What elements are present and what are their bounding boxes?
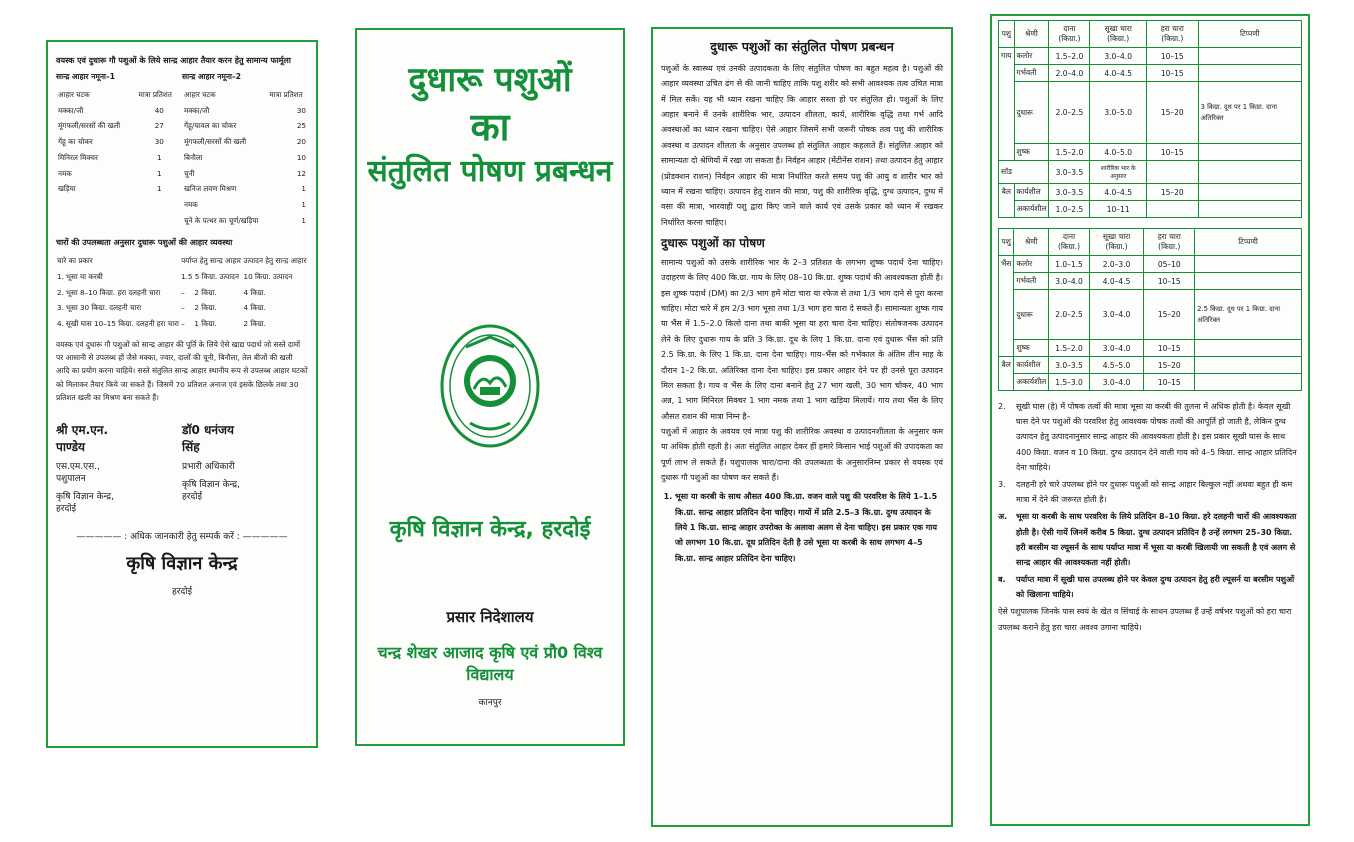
table-row xyxy=(182,213,308,229)
cell-dry: 3.0–4.0 xyxy=(1090,48,1147,65)
cell-type: भूसा 30 किग्रा. दलहनी चारा xyxy=(65,303,142,313)
cell-grain: 1.0–2.5 xyxy=(1049,201,1090,218)
cell-grain: 1.0–1.5 xyxy=(1049,256,1089,273)
fodder-table xyxy=(56,253,308,332)
cell-pct: 1 xyxy=(156,168,162,178)
cell-maintain: – xyxy=(181,303,185,313)
cell-category: शुष्क xyxy=(1014,340,1049,357)
table-row xyxy=(999,161,1302,184)
col-green: हरा चारा (किग्रा.) xyxy=(1146,21,1198,48)
col-category: श्रेणी xyxy=(1014,229,1049,256)
cell-dry: 4.0–4.5 xyxy=(1090,65,1147,82)
cell-green: 15–20 xyxy=(1146,82,1198,144)
cell-pct: 25 xyxy=(296,121,306,131)
cell-dry: 4.5–5.0 xyxy=(1089,357,1144,374)
cell-name: मूंगफली/सरसों की खली xyxy=(184,137,247,147)
col-ingredient: आहार घटक xyxy=(184,89,216,99)
kvk-city: हरदोई xyxy=(172,586,192,597)
contact-2-role: प्रभारी अधिकारी xyxy=(182,461,235,472)
cell-green xyxy=(1146,161,1198,184)
cell-pct: 1 xyxy=(301,215,306,225)
table-row xyxy=(56,134,182,150)
cell-produce: 2 किग्रा. xyxy=(243,319,266,329)
cell-num: 4. xyxy=(57,319,64,329)
cell-dry: 3.0–4.0 xyxy=(1089,290,1144,340)
col-category: श्रेणी xyxy=(1014,21,1049,48)
cell-grain: 1.5–2.0 xyxy=(1049,48,1090,65)
cell-name: गेंहू का चोकर xyxy=(58,137,93,147)
note-text: भूसा या करबी के साथ परवरिश के लिये प्रतिदिन 8–10 किग्रा. हरे दलहनी चारों की आवश्यकता होती है। ऐसी गायें जिनमें करीब 5 किग्रा. दुग्ध उत्पादन प्रतिदिन है उन्हें लगभग 25–30 किग्रा. हरी बरसीम या ल्यूसर्न के साथ पर्याप्त मात्रा में भूसा या करबी खिलायी जा सकती है एवं अलग से सान्द्र आहार की आवश्यकता नहीं होती। xyxy=(1016,512,1297,567)
cell-name: खड़िया xyxy=(58,184,76,194)
table-row xyxy=(999,82,1302,144)
cell-maintain: 1.5 5 किग्रा. उत्पादन xyxy=(181,271,239,281)
cell-green: 10–15 xyxy=(1144,340,1195,357)
cover-title-line3: संतुलित पोषण प्रबन्धन xyxy=(367,154,613,190)
cell-category: कलोर xyxy=(1014,256,1049,273)
cell-green: 10–15 xyxy=(1144,273,1195,290)
col-note: टिप्पणी xyxy=(1198,21,1301,48)
cell-grain: 2.0–2.5 xyxy=(1049,290,1089,340)
cell-green: 10–15 xyxy=(1144,374,1195,391)
formula-paragraph: वयस्क एवं दुधारू गौ पशुओं को सान्द्र आहार की पूर्ति के लिये ऐसे खाद्य पदार्थ जो सस्ते दामों पर आसानी से उपलब्ध हों जैसे मक्का, ज्वार, दालों की चूनी, बिनौला, तेल बीजों की खली आदि का प्रयोग करना चाहिये। सस्ते संतुलित सान्द्र आहार स्थानीय रूप से उपलब्ध आहार घटकों को मिलाकर तैयार किये जा सकते हैं। जिसमें 70 प्रतिशत अनाज एवं इसके छिलके तथा 30 प्रतिशत खली का मिश्रण बना सकते हैं। xyxy=(56,339,308,403)
cell-note xyxy=(1198,144,1301,161)
cell-note xyxy=(1198,48,1301,65)
table-header xyxy=(56,253,308,269)
cell-animal: बैल xyxy=(999,184,1015,218)
fodder-col-type: चारे का प्रकार xyxy=(57,256,93,266)
cell-green xyxy=(1146,201,1198,218)
table-header xyxy=(56,87,182,103)
col-dry: सूखा चारा (किग्रा.) xyxy=(1089,229,1144,256)
col-note: टिप्पणी xyxy=(1195,229,1302,256)
fodder-title: चारों की उपलब्धता अनुसार दुधारू पशुओं की आहार व्यवस्था xyxy=(56,238,233,248)
table-row xyxy=(56,316,308,332)
sample1-table-wrap xyxy=(56,87,182,228)
cell-mid: 1 किग्रा. xyxy=(194,319,217,329)
nutrition-paragraph-2: सामान्य पशुओं को उसके शारीरिक भार के 2–3 प्रतिशत के लगभग शुष्क पदार्थ देना चाहिए। उदाहरण के लिए 400 कि.ग्रा. गाय के लिए 08–10 कि.ग्रा. शुष्क पदार्थ की आवश्यकता होती है। इस शुष्क पदार्थ (DM) का 2/3 भाग हमें मोटा चारा या रफेज से तथा 1/3 भाग दाने से पूरा करना चाहिए। मोटा चारे में हम 2/3 भाग भूसा तथा 1/3 भाग हरा चारा दे सकते हैं। सामान्यतः शुष्क गाय या भैंस में 1.5–2.0 किलो दाना तथा बाकी भूसा या हरा चारा देना चाहिए। संतोषजनक उत्पादन लेने के लिए दुधारू गाय के प्रति 3 कि.ग्रा. दूध के लिए 1 कि.ग्रा. दाना एवं दुधारू भैंस को प्रति 2.5 कि.ग्रा. के लिए 1 कि.ग्रा. दाना देना चाहिए। गाय–भैंस को गर्भकाल के अंतिम तीन माह के दौरान 1–2 कि.ग्रा. अतिरिक्त दाना देना चाहिए। इस प्रकार आहार देने पर ही उनसे पूरा उत्पादन मिल सकता है। गाय व भैंस के लिए दाना बनाने हेतु 27 भाग खली, 30 भाग चोकर, 40 भाग अन्न, 1 भाग मिनिरल मिक्चर 1 भाग नमक तथा 1 भाग खड़िया मिलायें। गाय तथा भैंस के लिए औसत राशन की मात्रा निम्न है– xyxy=(661,257,943,421)
cover-university: चन्द्र शेखर आजाद कृषि एवं प्रौ0 विश्व विद्यालय xyxy=(377,643,603,685)
formula-title: वयस्क एवं दुधारू गौ पशुओं के लिये सान्द्र आहार तैयार करन हेतु सामान्य फार्मूला xyxy=(56,56,291,65)
cell-name: गेंहू/चावल का चोकर xyxy=(184,121,237,131)
note-number: ब. xyxy=(998,575,1006,585)
note-item xyxy=(998,509,1302,570)
cell-name: नमक xyxy=(58,168,72,178)
contact-1-name: श्री एम.एन. पाण्डेय xyxy=(56,423,109,454)
table-row xyxy=(182,150,308,166)
note-item xyxy=(998,477,1302,507)
col-grain: दाना (किग्रा.) xyxy=(1049,229,1089,256)
cell-name: मिनिरल मिक्चर xyxy=(58,152,98,162)
nutrition-paragraph-1: पशुओं के स्वास्थ्य एवं उनकी उत्पादकता के लिए संतुलित पोषण का बहुत महत्व है। पशुओं की आहार व्यवस्था उचित ढंग से की जानी चाहिए ताकि पशु शरीर को सभी आवश्यक तत्व उचित मात्रा में मिल सकें। यह भी ध्यान रखना चाहिए कि आहार सस्ता हो पर संतुलित हो। पशुओं के लिए आहार बनाने में उनके शारीरिक भार, उत्पादन शीलता, कार्य, शारीरिक वृद्धि तथा गर्भ आदि अवस्थाओं का ध्यान रखना चाहिए। ऐसे आहार जिसमें सभी जरूरी पोषक तत्व पशु की शारीरिक अवस्था व उत्पादन शीलता के अनुसार उपलब्ध हो संतुलित आहार कहलाते हैं। संतुलित आहार को सामान्यतः दो श्रेणियों में रखा जा सकता है। निर्वहन आहार (मेंटीनेंस राशन) तथा उत्पादन हेतु आहार (प्रोडक्शन राशन) निर्वहन आहार की मात्रा निर्धारित करते समय पशु की आयु व शारीर भार को ध्यान में रखना चाहिए। उत्पादन हेतु राशन की मात्रा, पशु की शारीरिक वृद्धि, दुग्ध उत्पादन, दुग्ध में वसा की मात्रा, भारवाही पशु द्वारा किए जाने वाले कार्य एवं उसके प्रकार को ध्यान में रखकर निर्धारित करना चाहिए। xyxy=(661,64,943,227)
note-text: पर्याप्त मात्रा में सूखी घास उपलब्ध होने पर केवल दुग्ध उत्पादन हेतु हरी ल्यूसर्न या बरसीम पशुओं को खिलाना चाहिये। xyxy=(1016,575,1295,600)
contact-1-role: एस.एम.एस., पशुपालन xyxy=(56,461,100,484)
cell-pct: 1 xyxy=(156,184,162,194)
table-row xyxy=(999,201,1302,218)
cell-grain: 3.0–3.5 xyxy=(1049,357,1089,374)
cell-green: 10–15 xyxy=(1146,144,1198,161)
table-row xyxy=(56,285,308,301)
note-text: दलहनी हरे चारे उपलब्ध होने पर दुधारू पशुओं को सान्द्र आहार बिल्कुल नहीं अथवा बहुत ही कम मात्रा में देने की जरूरत होती है। xyxy=(1016,479,1293,505)
cell-pct: 1 xyxy=(156,152,162,162)
cell-note xyxy=(1195,357,1302,374)
table-row xyxy=(999,48,1302,65)
cell-animal: भैंस xyxy=(999,256,1014,357)
cell-green: 10–15 xyxy=(1146,48,1198,65)
cell-name: बिनौला xyxy=(184,152,203,162)
cell-green: 15–20 xyxy=(1144,290,1195,340)
cell-pct: 20 xyxy=(296,137,306,147)
col-percent: मात्रा प्रतिशत xyxy=(138,89,172,99)
sample-tables xyxy=(56,87,308,228)
fodder-col-maintain: पर्याप्त हेतु सान्द्र आहार xyxy=(181,256,241,266)
contact-2 xyxy=(182,422,308,515)
col-grain: दाना (किग्रा.) xyxy=(1049,21,1090,48)
cell-note xyxy=(1195,256,1302,273)
cell-green: 05–10 xyxy=(1144,256,1195,273)
panel-ration-table xyxy=(990,14,1310,826)
table-row xyxy=(999,340,1302,357)
cell-grain: 3.0–4.0 xyxy=(1049,273,1089,290)
note-item xyxy=(998,604,1302,634)
table-row xyxy=(999,65,1302,82)
col-animal: पशु xyxy=(999,21,1015,48)
cell-green: 15–20 xyxy=(1144,357,1195,374)
contact-1-org: कृषि विज्ञान केन्द्र, हरदोई xyxy=(56,492,114,515)
table-row xyxy=(182,103,308,119)
cell-pct: 30 xyxy=(154,137,164,147)
cell-animal: बैल xyxy=(999,357,1014,391)
cover-title-line2: का xyxy=(470,104,510,149)
nutrition-subheading: दुधारू पशुओं का पोषण xyxy=(661,235,765,250)
cell-produce: 4 किग्रा. xyxy=(243,287,266,297)
table-row xyxy=(182,118,308,134)
table-row xyxy=(182,166,308,182)
cell-category: दुधारू xyxy=(1014,82,1049,144)
cell-dry: 4.0–4.5 xyxy=(1090,184,1147,201)
cell-num: 2. xyxy=(57,287,64,297)
cell-dry: 3.0–5.0 xyxy=(1090,82,1147,144)
cell-note xyxy=(1198,184,1301,201)
cell-type: भूसा या करबी xyxy=(65,271,103,281)
table-row xyxy=(182,181,308,197)
col-dry: सूखा चारा (किग्रा.) xyxy=(1090,21,1147,48)
cell-name: मूंगफली/सरसों की खली xyxy=(58,121,121,131)
contacts xyxy=(56,422,308,515)
table-row xyxy=(56,269,308,285)
cell-pct: 27 xyxy=(154,121,164,131)
sample1-label: सान्द्र आहार नमूना–1 xyxy=(56,71,115,81)
table-row xyxy=(999,184,1302,201)
cell-grain: 2.0–2.5 xyxy=(1049,82,1090,144)
cell-note xyxy=(1198,201,1301,218)
cell-category: गर्भवती xyxy=(1014,273,1049,290)
table-row xyxy=(56,150,182,166)
cell-category: दुधारू xyxy=(1014,290,1049,340)
cell-note: 2.5 किग्रा. दूध पर 1 किग्रा. दाना अतिरिक्त xyxy=(1195,290,1302,340)
list-item: 1. भूसा या करबी के साथ औसत 400 कि.ग्रा. वजन वाले पशु की परवरिश के लिये 1–1.5 कि.ग्रा. सान्द्र आहार प्रतिदिन देना चाहिए। गायों में प्रति 2.5–3 कि.ग्रा. दुग्ध उत्पादन के लिये 1 कि.ग्रा. सान्द्र आहार उपरोक्त के अलावा अलग से देना चाहिए। इस प्रकार एक गाय जो लगभग 10 कि.ग्रा. दूध प्रतिदिन देती है उसे भूसा या करबी के साथ लगभग 4–5 कि.ग्रा. सान्द्र आहार प्रतिदिन देना चाहिए। xyxy=(675,489,943,566)
cell-dry: 4.0–4.5 xyxy=(1089,273,1144,290)
cell-name: नमक xyxy=(184,199,198,209)
col-animal: पशु xyxy=(999,229,1014,256)
note-text: सूखी घास (हे) में पोषक तत्वों की मात्रा भूसा या करबी की तुलना में अधिक होती है। केवल सूखी घास देने पर पशुओं की परवरिश हेतु आवश्यक पोषक तत्वों की आपूर्ति हो जाती है, लेकिन दुग्ध उत्पादन हेतु उत्पादनानुसार सान्द्र आहार की आवश्यकता होती है। इस प्रकार सूखी घास के साथ 400 किग्रा. वजन व 10 किग्रा. दुग्ध उत्पादन देने वाली गाय को 4–5 किग्रा. सान्द्र आहार प्रतिदिन देना चाहिये। xyxy=(1016,402,1297,472)
cell-note: 3 किग्रा. दूध पर 1 किग्रा. दाना अतिरिक्त xyxy=(1198,82,1301,144)
note-text: ऐसे पशुपालक जिनके पास स्वयं के खेत व सिंचाई के साधन उपलब्ध हैं उन्हें वर्षभर पशुओं को हरा चारा उपलब्ध कराने हेतु हरा चारा अवश्य उगाना चाहिये। xyxy=(998,607,1292,632)
contact-line: ————— : अधिक जानकारी हेतु सम्पर्क करें : ————— xyxy=(76,532,288,543)
fodder-col-produce: उत्पादन हेतु सान्द्र आहार xyxy=(243,256,307,266)
cow-ration-table xyxy=(998,20,1302,218)
table-row xyxy=(999,290,1302,340)
cover-kvk: कृषि विज्ञान केन्द्र, हरदोई xyxy=(389,517,591,543)
sample-labels xyxy=(56,72,308,82)
sample2-table xyxy=(182,87,308,228)
cell-name: चूने के पत्थर का चूर्ण/खड़िया xyxy=(184,215,259,225)
ration-notes xyxy=(998,399,1302,635)
cell-pct: 30 xyxy=(296,105,306,115)
cell-note xyxy=(1195,273,1302,290)
cover-city: कानपुर xyxy=(478,698,502,709)
col-green: हरा चारा (किग्रा.) xyxy=(1144,229,1195,256)
nutrition-paragraph-3: पशुओं में आहार के अवयव एवं मात्रा पशु की शारीरिक अवस्था व उत्पादनशीलता के अनुसार कम या अधिक होती रहती है। अतः संतुलित आहार देकर हीं हमारे किसान भाई पशुओं की उपादकता का पूर्ण लाभ ले सकते हैं। पशुपालक चारा/दाना की उपलब्धता के अनुसारनिम्न प्रकार से वयस्क एवं दुधारू गौ पशुओं का पोषण कर सकते हैं। xyxy=(661,426,943,483)
cell-grain: 3.0–3.5 xyxy=(1049,184,1090,201)
table-row xyxy=(999,273,1302,290)
note-number: 3. xyxy=(998,479,1006,489)
nutrition-list xyxy=(675,489,943,566)
note-item xyxy=(998,572,1302,602)
cell-type: भूसा 8–10 किग्रा. हरा दलहनी चारा xyxy=(65,287,161,297)
cell-produce: 4 किग्रा. xyxy=(243,303,266,313)
cell-category: शुष्क xyxy=(1014,144,1049,161)
table-row xyxy=(182,197,308,213)
cell-grain: 1.5–2.0 xyxy=(1049,144,1090,161)
note-number: अ. xyxy=(998,512,1008,522)
panel-cover xyxy=(355,28,625,746)
cell-dry: 3.0–4.0 xyxy=(1089,374,1144,391)
cell-pct: 1 xyxy=(301,184,306,194)
table-header xyxy=(182,87,308,103)
cell-note xyxy=(1195,374,1302,391)
kvk-name: कृषि विज्ञान केन्द्र xyxy=(126,552,238,574)
cell-pct: 1 xyxy=(301,199,306,209)
table-row xyxy=(182,134,308,150)
cover-directorate: प्रसार निदेशालय xyxy=(446,608,534,627)
table-header xyxy=(999,229,1302,256)
table-row xyxy=(999,144,1302,161)
cell-num: 1. xyxy=(57,271,64,281)
table-header xyxy=(999,21,1302,48)
table-row xyxy=(999,256,1302,273)
sample2-table-wrap xyxy=(182,87,308,228)
cell-note xyxy=(1198,161,1301,184)
cell-name: खनिज लवण मिश्रण xyxy=(184,184,237,194)
buffalo-ration-table xyxy=(998,228,1302,391)
cell-dry: 3.0–4.0 xyxy=(1089,340,1144,357)
col-percent: मात्रा प्रतिशत xyxy=(269,89,303,99)
cell-green: 10–15 xyxy=(1146,65,1198,82)
table-row xyxy=(56,118,182,134)
cell-produce: 10 किग्रा. उत्पादन xyxy=(243,271,293,281)
cell-name: मक्का/जौ xyxy=(184,105,210,115)
note-number: 2. xyxy=(998,402,1006,411)
cell-name: मक्का/जौ xyxy=(58,105,84,115)
cell-num: 3. xyxy=(57,303,64,313)
cell-name: चुनी xyxy=(184,168,195,178)
cell-category: कार्यशील xyxy=(1014,184,1049,201)
sample1-table xyxy=(56,87,182,197)
cover-title-line1: दुधारू पशुओं xyxy=(408,60,572,100)
cell-mid: 2 किग्रा. xyxy=(194,303,217,313)
cell-dry: 10–11 xyxy=(1090,201,1147,218)
contact-2-name: डॉ0 धनंजय सिंह xyxy=(182,423,234,454)
cell-category: गर्भवती xyxy=(1014,65,1049,82)
cell-pct: 10 xyxy=(296,152,306,162)
col-ingredient: आहार घटक xyxy=(58,89,90,99)
cell-green: 15–20 xyxy=(1146,184,1198,201)
cell-dry: 4.0–5.0 xyxy=(1090,144,1147,161)
table-row xyxy=(999,357,1302,374)
cell-pct: 40 xyxy=(154,105,164,115)
cell-category: कलोर xyxy=(1014,48,1049,65)
cell-dry: शारीरिक भार के अनुसार xyxy=(1090,161,1147,184)
table-row xyxy=(999,374,1302,391)
panel-nutrition xyxy=(651,27,953,827)
cell-animal: सॉड xyxy=(999,161,1049,184)
cell-maintain: – xyxy=(181,287,185,297)
university-emblem-icon xyxy=(440,323,540,449)
contact-2-org: कृषि विज्ञान केन्द्र, हरदोई xyxy=(182,479,240,503)
cell-category: कार्यशील xyxy=(1014,357,1049,374)
cell-note xyxy=(1198,65,1301,82)
table-row xyxy=(56,103,182,119)
cell-grain: 1.5–3.0 xyxy=(1049,374,1089,391)
cell-dry: 2.0–3.0 xyxy=(1089,256,1144,273)
nutrition-heading: दुधारू पशुओं का संतुलित पोषण प्रबन्धन xyxy=(710,39,894,54)
table-row xyxy=(56,181,182,197)
note-item xyxy=(998,399,1302,475)
cell-mid: 2 किग्रा. xyxy=(194,287,217,297)
cell-grain: 3.0–3.5 xyxy=(1049,161,1090,184)
cell-grain: 1.5–2.0 xyxy=(1049,340,1089,357)
contact-1 xyxy=(56,422,182,515)
cell-type: सूखी घास 10–15 किग्रा. दलहनी हरा चारा – xyxy=(65,319,185,329)
cell-grain: 2.0–4.0 xyxy=(1049,65,1090,82)
cell-category: अकार्यशील xyxy=(1014,201,1049,218)
table-row xyxy=(56,166,182,182)
sample2-label: सान्द्र आहार नमूना–2 xyxy=(182,71,241,81)
panel-formula xyxy=(46,40,318,748)
table-row xyxy=(56,300,308,316)
cell-pct: 12 xyxy=(296,168,306,178)
cell-note xyxy=(1195,340,1302,357)
cell-animal: गाय xyxy=(999,48,1015,161)
cell-category: अकार्यशील xyxy=(1014,374,1049,391)
